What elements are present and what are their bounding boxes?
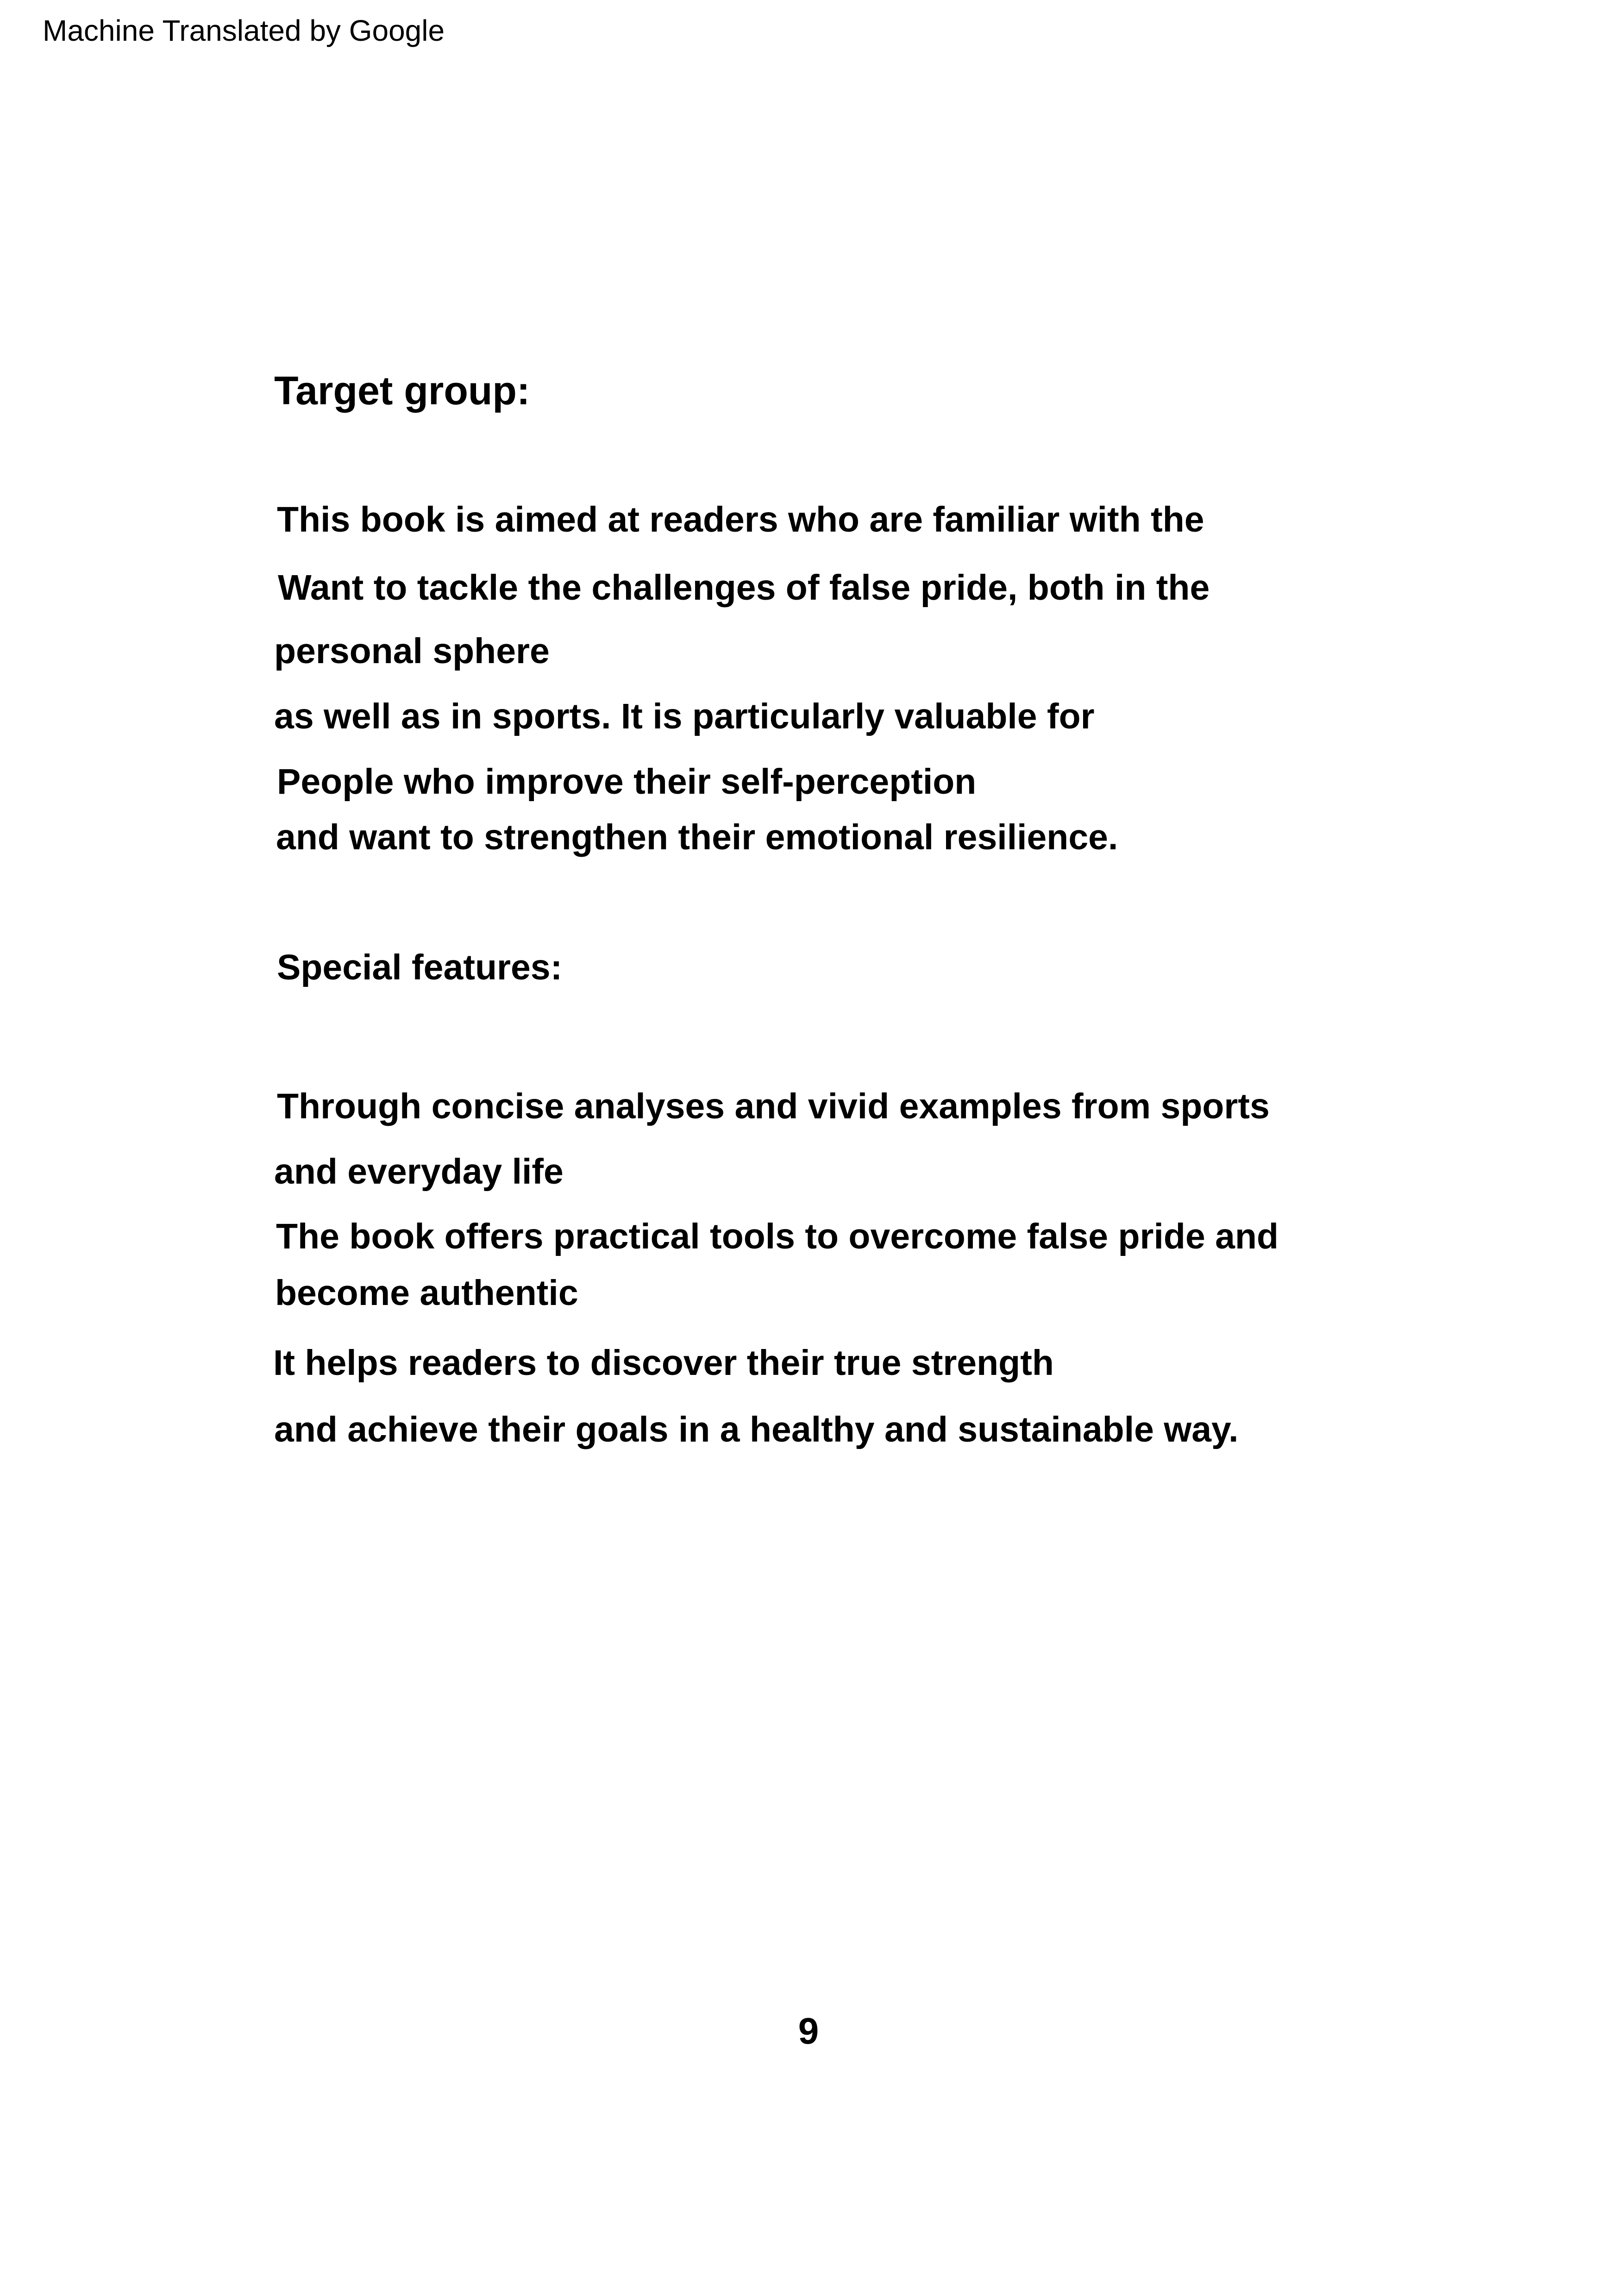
special-features-heading: Special features: — [277, 947, 563, 987]
special-features-line: become authentic — [275, 1273, 578, 1313]
special-features-line: It helps readers to discover their true strength — [273, 1343, 1054, 1383]
target-group-line: and want to strengthen their emotional resilience. — [276, 817, 1118, 857]
target-group-line: as well as in sports. It is particularly valuable for — [274, 696, 1095, 736]
target-group-heading: Target group: — [274, 369, 530, 413]
page-number: 9 — [798, 2010, 819, 2051]
machine-translation-banner: Machine Translated by Google — [43, 14, 445, 47]
target-group-line: personal sphere — [274, 631, 550, 671]
target-group-line: Want to tackle the challenges of false pride, both in the — [278, 568, 1210, 608]
special-features-line: Through concise analyses and vivid examples from sports — [277, 1086, 1270, 1126]
special-features-line: The book offers practical tools to overcome false pride and — [276, 1217, 1279, 1256]
special-features-line: and achieve their goals in a healthy and sustainable way. — [274, 1410, 1239, 1449]
target-group-line: This book is aimed at readers who are familiar with the — [277, 500, 1204, 539]
target-group-line: People who improve their self-perception — [277, 762, 977, 802]
special-features-line: and everyday life — [274, 1152, 564, 1192]
